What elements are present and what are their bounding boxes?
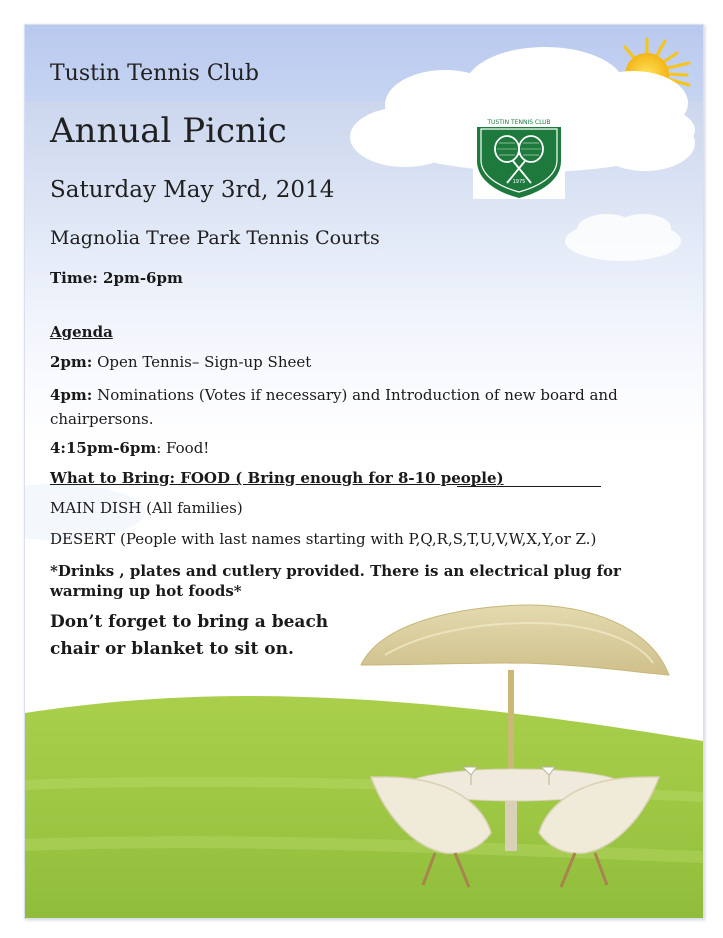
logo-text: TUSTIN TENNIS CLUB bbox=[473, 119, 565, 127]
logo-year: 1975 bbox=[512, 179, 526, 185]
agenda-item bbox=[50, 353, 311, 371]
agenda-item-time: 4:15pm-6pm bbox=[50, 439, 157, 457]
event-date: Saturday May 3rd, 2014 bbox=[50, 177, 335, 203]
agenda-item bbox=[50, 383, 620, 431]
flyer-text bbox=[25, 25, 703, 918]
agenda-item-time: 2pm: bbox=[50, 353, 93, 371]
event-location: Magnolia Tree Park Tennis Courts bbox=[50, 227, 380, 249]
agenda-item-time: 4pm: bbox=[50, 386, 93, 404]
agenda-item-text: : Food! bbox=[156, 439, 210, 457]
event-time: Time: 2pm-6pm bbox=[50, 269, 183, 287]
agenda-item bbox=[50, 439, 209, 457]
what-to-bring-heading: What to Bring: FOOD ( Bring enough for 8-10 people) bbox=[50, 469, 504, 487]
event-title: Annual Picnic bbox=[50, 111, 287, 151]
beach-chair-reminder: Don’t forget to bring a beach chair or blanket to sit on. bbox=[50, 612, 329, 659]
provided-note: *Drinks , plates and cutlery provided. There is an electrical plug for warming up hot foods* bbox=[50, 562, 621, 600]
picnic-flyer bbox=[24, 24, 704, 919]
main-dish-line: MAIN DISH (All families) bbox=[50, 499, 243, 517]
club-name: Tustin Tennis Club bbox=[50, 61, 259, 86]
agenda-item-text: Open Tennis– Sign-up Sheet bbox=[92, 353, 312, 371]
agenda-heading: Agenda bbox=[50, 323, 113, 341]
heading-underline-rule bbox=[457, 486, 601, 487]
agenda-item-text: Nominations (Votes if necessary) and Introduction of new board and chairpersons. bbox=[50, 386, 618, 428]
desert-line: DESERT (People with last names starting with P,Q,R,S,T,U,V,W,X,Y,or Z.) bbox=[50, 530, 597, 548]
